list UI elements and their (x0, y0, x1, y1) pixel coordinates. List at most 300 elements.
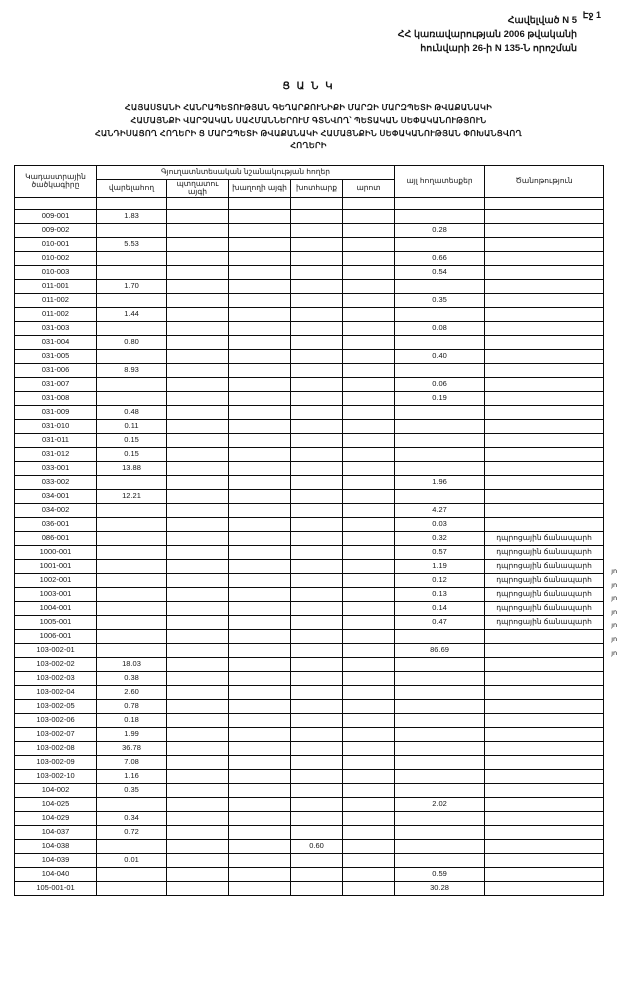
cell-cadastral-code: 105-001-01 (15, 881, 97, 895)
cell-other-lands (395, 335, 485, 349)
cell-vineyard (229, 545, 291, 559)
cell-orchard (167, 839, 229, 853)
cell-other-lands: 0.03 (395, 517, 485, 531)
cell-pasture (343, 699, 395, 713)
cell-note (485, 881, 604, 895)
cell-hayfield (291, 307, 343, 321)
cell-note (485, 629, 604, 643)
note-tail-mark: յո (611, 635, 617, 643)
cell-other-lands (395, 727, 485, 741)
cell-vineyard (229, 447, 291, 461)
table-row (15, 811, 604, 825)
cell-arable (97, 265, 167, 279)
cell-cadastral-code: 086-001 (15, 531, 97, 545)
note-tail-mark: յո (611, 649, 617, 657)
cell-orchard (167, 237, 229, 251)
cell-arable (97, 615, 167, 629)
table-row (15, 433, 604, 447)
cell-vineyard (229, 839, 291, 853)
cell-pasture (343, 867, 395, 881)
cell-other-lands (395, 657, 485, 671)
cell-pasture (343, 587, 395, 601)
cell-hayfield (291, 881, 343, 895)
cell-vineyard (229, 685, 291, 699)
cell-hayfield (291, 447, 343, 461)
document-title-line-1: ՀԱՅԱՍՏԱՆԻ ՀԱՆՐԱՊԵՏՈՒԹՅԱՆ ԳԵՂԱՐՔՈՒՆԻՔԻ ՄԱՐԶԻ ՄԱՐԶՊԵՏԻ ԹՎԱՔԱՆԱԿԻ (124, 103, 493, 113)
cell-vineyard (229, 377, 291, 391)
cell-cadastral-code: 010-002 (15, 251, 97, 265)
cell-note (485, 671, 604, 685)
cell-other-lands: 0.57 (395, 545, 485, 559)
cell-note (485, 699, 604, 713)
document-title (14, 102, 603, 153)
cell-cadastral-code: 1005-001 (15, 615, 97, 629)
cell-orchard (167, 209, 229, 223)
table-row (15, 475, 604, 489)
column-header-arable: վարելահող (97, 180, 167, 198)
cell-other-lands: 0.40 (395, 349, 485, 363)
cell-note (485, 461, 604, 475)
annex-title: Ց Ա Ն Կ (282, 81, 335, 93)
table-row (15, 461, 604, 475)
cell-cadastral-code: 104-025 (15, 797, 97, 811)
cell-orchard (167, 797, 229, 811)
cell-other-lands (395, 209, 485, 223)
cell-hayfield (291, 293, 343, 307)
cell-pasture (343, 643, 395, 657)
cell-note: դպրոցային ճանապարհ (485, 545, 604, 559)
cell-hayfield (291, 363, 343, 377)
cell-hayfield (291, 629, 343, 643)
table-row (15, 503, 604, 517)
cell-orchard (167, 559, 229, 573)
table-row (15, 209, 604, 223)
table-row (15, 685, 604, 699)
cell-hayfield (291, 699, 343, 713)
cell-vineyard (229, 419, 291, 433)
cell-orchard (167, 223, 229, 237)
cell-note: դպրոցային ճանապարհ (485, 573, 604, 587)
cell-hayfield (291, 419, 343, 433)
cell-arable: 0.48 (97, 405, 167, 419)
table-column-number-row (15, 197, 604, 209)
cell-hayfield (291, 251, 343, 265)
cell-hayfield (291, 755, 343, 769)
cell-cadastral-code: 031-010 (15, 419, 97, 433)
cell-pasture (343, 279, 395, 293)
cell-other-lands: 2.02 (395, 797, 485, 811)
cell-hayfield (291, 433, 343, 447)
cell-other-lands (395, 713, 485, 727)
cell-cadastral-code: 1006-001 (15, 629, 97, 643)
table-row (15, 853, 604, 867)
cell-cadastral-code: 104-040 (15, 867, 97, 881)
cell-orchard (167, 265, 229, 279)
cell-orchard (167, 321, 229, 335)
cell-note (485, 783, 604, 797)
cell-other-lands: 86.69 (395, 643, 485, 657)
cell-arable: 1.16 (97, 769, 167, 783)
cell-hayfield (291, 531, 343, 545)
table-row (15, 251, 604, 265)
cell-hayfield (291, 265, 343, 279)
cell-pasture (343, 475, 395, 489)
cell-other-lands: 4.27 (395, 503, 485, 517)
column-number-4 (229, 197, 291, 209)
cell-note (485, 475, 604, 489)
annex-header-line-3: հունվարի 26-ի N 135-Ն որոշման (420, 42, 577, 54)
cell-note: դպրոցային ճանապարհ (485, 615, 604, 629)
cell-note (485, 839, 604, 853)
cell-cadastral-code: 031-003 (15, 321, 97, 335)
cell-other-lands (395, 433, 485, 447)
cell-vineyard (229, 391, 291, 405)
cell-arable (97, 643, 167, 657)
cell-pasture (343, 657, 395, 671)
cell-arable (97, 797, 167, 811)
table-row (15, 307, 604, 321)
note-tail-mark: յո (611, 567, 617, 575)
cell-arable (97, 223, 167, 237)
cell-pasture (343, 825, 395, 839)
cell-other-lands (395, 755, 485, 769)
cell-hayfield (291, 223, 343, 237)
cell-arable (97, 475, 167, 489)
cell-pasture (343, 615, 395, 629)
cell-cadastral-code: 104-029 (15, 811, 97, 825)
cell-orchard (167, 853, 229, 867)
document-title-line-4: ՀՈՂԵՐԻ (290, 141, 327, 151)
cell-hayfield (291, 783, 343, 797)
cell-vineyard (229, 475, 291, 489)
cell-arable (97, 349, 167, 363)
table-row (15, 545, 604, 559)
cell-vineyard (229, 741, 291, 755)
table-row (15, 741, 604, 755)
cell-vineyard (229, 293, 291, 307)
cell-vineyard (229, 335, 291, 349)
cell-cadastral-code: 009-002 (15, 223, 97, 237)
cell-pasture (343, 447, 395, 461)
cell-hayfield (291, 741, 343, 755)
cell-arable: 13.88 (97, 461, 167, 475)
cell-other-lands (395, 307, 485, 321)
cell-hayfield (291, 825, 343, 839)
cell-hayfield (291, 559, 343, 573)
cell-cadastral-code: 031-012 (15, 447, 97, 461)
table-row (15, 517, 604, 531)
table-row (15, 531, 604, 545)
cell-arable: 0.72 (97, 825, 167, 839)
cell-other-lands (395, 419, 485, 433)
cell-orchard (167, 699, 229, 713)
cell-other-lands: 0.19 (395, 391, 485, 405)
cell-cadastral-code: 1000-001 (15, 545, 97, 559)
cell-vineyard (229, 615, 291, 629)
cell-vineyard (229, 769, 291, 783)
cell-note (485, 797, 604, 811)
cell-arable: 0.38 (97, 671, 167, 685)
cell-note (485, 265, 604, 279)
cell-other-lands: 0.66 (395, 251, 485, 265)
cell-orchard (167, 713, 229, 727)
cell-pasture (343, 881, 395, 895)
cell-cadastral-code: 1004-001 (15, 601, 97, 615)
annex-header-line-2: ՀՀ կառավարության 2006 թվականի (397, 28, 577, 40)
note-tail-mark: յո (611, 622, 617, 630)
column-number-8 (485, 197, 604, 209)
cell-vineyard (229, 797, 291, 811)
table-row (15, 671, 604, 685)
column-header-hayfield: խոտհարք (291, 180, 343, 198)
cell-other-lands (395, 685, 485, 699)
cell-hayfield (291, 713, 343, 727)
cell-arable: 0.34 (97, 811, 167, 825)
column-header-other-lands: այլ հողատեսքեր (395, 166, 485, 198)
cell-pasture (343, 349, 395, 363)
cell-arable (97, 881, 167, 895)
table-row (15, 839, 604, 853)
cell-note (485, 489, 604, 503)
cell-other-lands (395, 853, 485, 867)
cell-orchard (167, 279, 229, 293)
table-row (15, 629, 604, 643)
cell-cadastral-code: 1002-001 (15, 573, 97, 587)
cell-hayfield (291, 797, 343, 811)
cell-cadastral-code: 033-001 (15, 461, 97, 475)
cell-arable: 36.78 (97, 741, 167, 755)
cell-vineyard (229, 699, 291, 713)
cell-other-lands (395, 405, 485, 419)
cell-orchard (167, 783, 229, 797)
cell-other-lands (395, 489, 485, 503)
cell-cadastral-code: 010-001 (15, 237, 97, 251)
cell-orchard (167, 335, 229, 349)
cell-cadastral-code: 103-002-10 (15, 769, 97, 783)
cell-vineyard (229, 755, 291, 769)
cell-hayfield (291, 503, 343, 517)
cell-arable: 0.15 (97, 447, 167, 461)
cell-note (485, 363, 604, 377)
annex-header-line-1: Հավելված N 5 (507, 15, 577, 26)
cell-other-lands: 0.08 (395, 321, 485, 335)
cell-vineyard (229, 517, 291, 531)
cell-note (485, 685, 604, 699)
cell-pasture (343, 321, 395, 335)
cell-arable (97, 839, 167, 853)
cell-pasture (343, 237, 395, 251)
cell-other-lands (395, 699, 485, 713)
cell-vineyard (229, 321, 291, 335)
cell-note (485, 223, 604, 237)
cell-vineyard (229, 531, 291, 545)
cell-vineyard (229, 503, 291, 517)
table-row (15, 363, 604, 377)
cell-vineyard (229, 251, 291, 265)
cell-pasture (343, 769, 395, 783)
cell-hayfield (291, 545, 343, 559)
cell-orchard (167, 405, 229, 419)
cell-hayfield (291, 405, 343, 419)
cell-note (485, 769, 604, 783)
cell-note (485, 853, 604, 867)
cell-vineyard (229, 461, 291, 475)
cell-note (485, 811, 604, 825)
cell-other-lands (395, 447, 485, 461)
cell-other-lands (395, 769, 485, 783)
cell-hayfield (291, 237, 343, 251)
table-row (15, 223, 604, 237)
cell-note (485, 517, 604, 531)
table-row (15, 713, 604, 727)
cell-note (485, 643, 604, 657)
cell-orchard (167, 755, 229, 769)
cell-vineyard (229, 783, 291, 797)
document-title-line-3: ՀԱՆԴԻՍԱՑՈՂ ՀՈՂԵՐԻ Ց ՄԱՐԶՊԵՏԻ ԹՎԱՔԱՆԱԿԻ ՀԱՄԱՅՆՔԻՆ ՍԵՓԱԿԱՆՈՒԹՅԱՆ ՓՈԽԱՆՑՎՈՂ (94, 128, 522, 138)
cell-pasture (343, 265, 395, 279)
cell-cadastral-code: 036-001 (15, 517, 97, 531)
note-tail-mark: յո (611, 581, 617, 589)
cell-other-lands (395, 783, 485, 797)
cell-cadastral-code: 031-008 (15, 391, 97, 405)
cell-pasture (343, 503, 395, 517)
cell-other-lands: 30.28 (395, 881, 485, 895)
cell-orchard (167, 629, 229, 643)
cell-arable: 12.21 (97, 489, 167, 503)
cell-orchard (167, 573, 229, 587)
cell-note: դպրոցային ճանապարհ (485, 531, 604, 545)
column-header-code: Կադաստրային ծածկագիրը (15, 166, 97, 198)
cell-note: դպրոցային ճանապարհ (485, 601, 604, 615)
cell-note (485, 867, 604, 881)
cell-arable (97, 867, 167, 881)
cell-other-lands: 0.59 (395, 867, 485, 881)
column-header-vineyard: խաղողի այգի (229, 180, 291, 198)
cell-pasture (343, 405, 395, 419)
cell-other-lands: 0.54 (395, 265, 485, 279)
cell-vineyard (229, 587, 291, 601)
cell-arable (97, 321, 167, 335)
cell-other-lands (395, 741, 485, 755)
cell-cadastral-code: 103-002-09 (15, 755, 97, 769)
cell-pasture (343, 209, 395, 223)
cell-note (485, 825, 604, 839)
cell-other-lands: 0.06 (395, 377, 485, 391)
cell-pasture (343, 783, 395, 797)
cell-arable (97, 531, 167, 545)
table-row (15, 601, 604, 615)
cell-other-lands (395, 671, 485, 685)
cell-orchard (167, 615, 229, 629)
cell-cadastral-code: 104-038 (15, 839, 97, 853)
cell-hayfield (291, 517, 343, 531)
cell-note (485, 251, 604, 265)
cell-pasture (343, 671, 395, 685)
cell-hayfield (291, 769, 343, 783)
cell-orchard (167, 475, 229, 489)
cell-other-lands (395, 461, 485, 475)
cell-note (485, 741, 604, 755)
cell-orchard (167, 461, 229, 475)
table-row (15, 559, 604, 573)
cell-pasture (343, 727, 395, 741)
cell-arable: 0.18 (97, 713, 167, 727)
table-row (15, 727, 604, 741)
document-title-line-2: ՀԱՄԱՅՆՔԻ ՎԱՐՉԱԿԱՆ ՍԱՀՄԱՆՆԵՐՈՒՄ ԳՏՆՎՈՂ՝ ՊԵՏԱԿԱՆ ՍԵՓԱԿԱՆՈՒԹՅՈՒՆ (130, 116, 487, 125)
column-number-2 (97, 197, 167, 209)
cell-note: դպրոցային ճանապարհ (485, 559, 604, 573)
cell-other-lands (395, 839, 485, 853)
cell-vineyard (229, 209, 291, 223)
cell-vineyard (229, 643, 291, 657)
cell-orchard (167, 643, 229, 657)
table-row (15, 755, 604, 769)
cell-hayfield (291, 601, 343, 615)
cell-hayfield (291, 335, 343, 349)
cell-vineyard (229, 405, 291, 419)
cell-other-lands: 0.28 (395, 223, 485, 237)
cell-other-lands: 1.19 (395, 559, 485, 573)
cell-vineyard (229, 671, 291, 685)
table-row (15, 237, 604, 251)
cell-vineyard (229, 727, 291, 741)
cell-cadastral-code: 104-002 (15, 783, 97, 797)
cell-orchard (167, 433, 229, 447)
cell-hayfield (291, 475, 343, 489)
cell-arable (97, 559, 167, 573)
cell-arable (97, 601, 167, 615)
cell-arable: 1.44 (97, 307, 167, 321)
table-row (15, 769, 604, 783)
cell-cadastral-code: 104-037 (15, 825, 97, 839)
cell-vineyard (229, 279, 291, 293)
cell-note (485, 433, 604, 447)
cell-cadastral-code: 031-006 (15, 363, 97, 377)
cell-pasture (343, 685, 395, 699)
cell-pasture (343, 251, 395, 265)
cell-vineyard (229, 811, 291, 825)
cell-arable: 0.11 (97, 419, 167, 433)
cell-other-lands: 0.14 (395, 601, 485, 615)
cell-hayfield (291, 391, 343, 405)
cell-pasture (343, 531, 395, 545)
cell-cadastral-code: 009-001 (15, 209, 97, 223)
table-row (15, 419, 604, 433)
cell-hayfield (291, 811, 343, 825)
cell-other-lands: 0.32 (395, 531, 485, 545)
cell-arable: 0.78 (97, 699, 167, 713)
cell-pasture (343, 713, 395, 727)
cell-orchard (167, 293, 229, 307)
page-number: Էջ 1 (582, 10, 601, 20)
cell-other-lands (395, 363, 485, 377)
table-wrapper (14, 165, 617, 896)
note-tail-mark: յո (611, 595, 617, 603)
table-row (15, 349, 604, 363)
cell-pasture (343, 223, 395, 237)
table-row (15, 783, 604, 797)
cell-vineyard (229, 657, 291, 671)
cell-vineyard (229, 307, 291, 321)
cell-vineyard (229, 489, 291, 503)
column-number-6 (343, 197, 395, 209)
cell-cadastral-code: 031-011 (15, 433, 97, 447)
table-body (15, 209, 604, 895)
cell-cadastral-code: 103-002-07 (15, 727, 97, 741)
cell-note (485, 727, 604, 741)
cell-pasture (343, 433, 395, 447)
cell-pasture (343, 797, 395, 811)
